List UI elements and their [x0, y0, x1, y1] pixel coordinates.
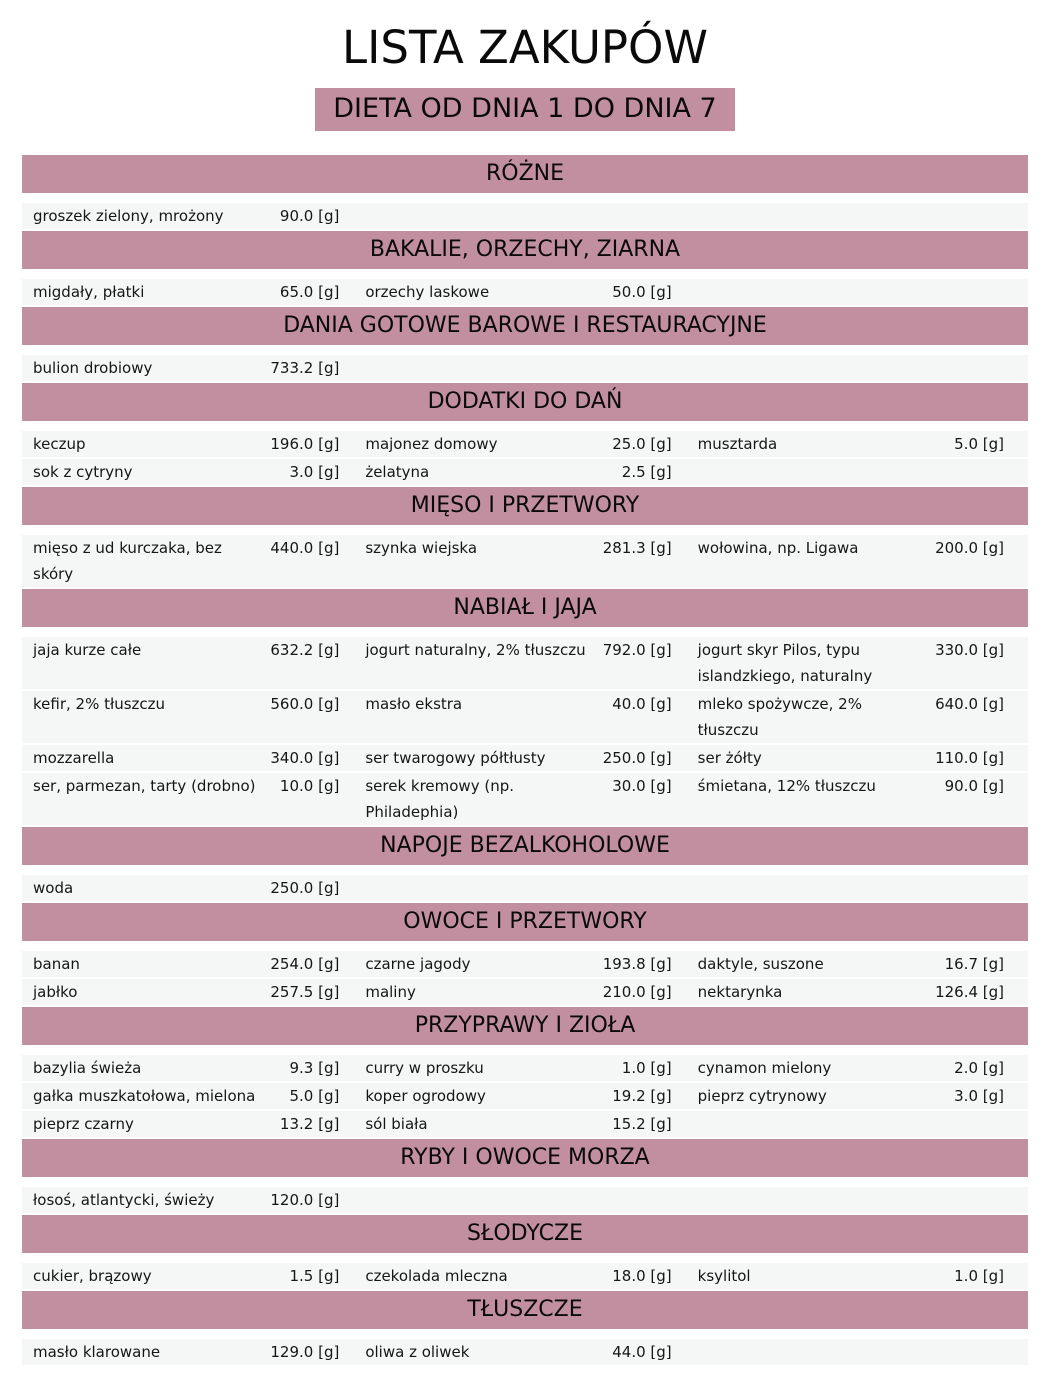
item-name: jaja kurze całe: [33, 641, 142, 660]
item-name: czekolada mleczna: [365, 1267, 508, 1286]
item-amount: 1.0 [g]: [621, 1059, 672, 1078]
item-amount: 2.0 [g]: [954, 1059, 1004, 1078]
category-header: DANIA GOTOWE BAROWE I RESTAURACYJNE: [22, 307, 1028, 345]
item-amount: 193.8 [g]: [602, 955, 672, 974]
category-section: [22, 1291, 1028, 1365]
item-cell: [698, 979, 1004, 1005]
item-cell: [698, 745, 1004, 771]
item-name: nektarynka: [697, 983, 783, 1002]
item-cell: [33, 1339, 339, 1365]
category-header: DODATKI DO DAŃ: [22, 383, 1028, 421]
item-cell: [698, 875, 1004, 901]
item-amount: 200.0 [g]: [935, 539, 1004, 558]
category-header: RYBY I OWOCE MORZA: [22, 1139, 1028, 1177]
items-row: [22, 1263, 1028, 1289]
item-name: ser, parmezan, tarty (drobno): [33, 777, 256, 796]
category-rows: [22, 1055, 1028, 1137]
item-cell: [365, 1187, 671, 1213]
item-name: banan: [33, 955, 80, 974]
item-name: keczup: [33, 435, 86, 454]
item-amount: 330.0 [g]: [935, 641, 1004, 660]
item-cell: [698, 1339, 1004, 1365]
items-row: [22, 355, 1028, 381]
item-name: maliny: [365, 983, 416, 1002]
category-section: [22, 1215, 1028, 1289]
items-row: [22, 979, 1028, 1005]
item-amount: 340.0 [g]: [270, 749, 340, 768]
item-cell: [698, 535, 1004, 587]
category-section: [22, 231, 1028, 305]
item-amount: 792.0 [g]: [602, 641, 672, 660]
category-rows: [22, 1187, 1028, 1213]
item-cell: [365, 355, 671, 381]
item-name: cynamon mielony: [697, 1059, 832, 1078]
item-amount: 1.0 [g]: [954, 1267, 1004, 1286]
item-cell: [365, 535, 671, 587]
item-cell: [365, 279, 671, 305]
item-name: pieprz cytrynowy: [697, 1087, 827, 1106]
items-row: [22, 431, 1028, 457]
item-amount: 3.0 [g]: [289, 463, 340, 482]
category-rows: [22, 535, 1028, 587]
item-name: wołowina, np. Ligawa: [697, 539, 859, 558]
item-name: oliwa z oliwek: [365, 1343, 470, 1362]
category-header: RÓŻNE: [22, 155, 1028, 193]
item-amount: 10.0 [g]: [279, 777, 340, 796]
category-rows: [22, 431, 1028, 485]
item-amount: 560.0 [g]: [270, 695, 340, 714]
item-name: serek kremowy (np. Philadephia): [365, 777, 514, 822]
item-amount: 30.0 [g]: [612, 777, 672, 796]
item-name: koper ogrodowy: [365, 1087, 486, 1106]
item-cell: [33, 1187, 339, 1213]
item-amount: 25.0 [g]: [612, 435, 672, 454]
item-name: ksylitol: [697, 1267, 751, 1286]
item-name: musztarda: [697, 435, 778, 454]
items-row: [22, 1339, 1028, 1365]
item-amount: 281.3 [g]: [602, 539, 672, 558]
item-amount: 254.0 [g]: [270, 955, 340, 974]
item-cell: [365, 431, 671, 457]
item-amount: 19.2 [g]: [612, 1087, 672, 1106]
item-amount: 9.3 [g]: [289, 1059, 340, 1078]
category-header: PRZYPRAWY I ZIOŁA: [22, 1007, 1028, 1045]
item-cell: [698, 1111, 1004, 1137]
item-name: ser żółty: [697, 749, 762, 768]
category-header: TŁUSZCZE: [22, 1291, 1028, 1329]
category-header: NABIAŁ I JAJA: [22, 589, 1028, 627]
category-rows: [22, 875, 1028, 901]
category-header: SŁODYCZE: [22, 1215, 1028, 1253]
diet-range-banner: DIETA OD DNIA 1 DO DNIA 7: [315, 88, 734, 131]
item-name: gałka muszkatołowa, mielona: [33, 1087, 256, 1106]
item-cell: [33, 979, 339, 1005]
item-amount: 2.5 [g]: [621, 463, 672, 482]
item-amount: 257.5 [g]: [270, 983, 340, 1002]
diet-range-banner-wrap: [22, 88, 1028, 131]
item-cell: [698, 773, 1004, 825]
item-amount: 50.0 [g]: [612, 283, 672, 302]
items-row: [22, 637, 1028, 689]
item-cell: [698, 951, 1004, 977]
item-amount: 640.0 [g]: [935, 695, 1004, 714]
item-name: cukier, brązowy: [33, 1267, 152, 1286]
item-cell: [365, 875, 671, 901]
item-cell: [33, 203, 339, 229]
item-name: mięso z ud kurczaka, bez skóry: [33, 539, 222, 584]
item-name: curry w proszku: [365, 1059, 484, 1078]
item-cell: [33, 773, 339, 825]
items-row: [22, 1187, 1028, 1213]
item-amount: 65.0 [g]: [279, 283, 340, 302]
items-row: [22, 535, 1028, 587]
category-section: [22, 903, 1028, 1005]
item-cell: [365, 745, 671, 771]
item-amount: 110.0 [g]: [935, 749, 1004, 768]
item-amount: 5.0 [g]: [289, 1087, 340, 1106]
items-row: [22, 279, 1028, 305]
category-rows: [22, 951, 1028, 1005]
item-amount: 18.0 [g]: [612, 1267, 672, 1286]
item-name: śmietana, 12% tłuszczu: [697, 777, 876, 796]
item-name: woda: [33, 879, 74, 898]
item-cell: [365, 203, 671, 229]
item-cell: [33, 1055, 339, 1081]
item-amount: 90.0 [g]: [944, 777, 1004, 796]
item-cell: [698, 459, 1004, 485]
item-cell: [33, 637, 339, 689]
item-amount: 250.0 [g]: [270, 879, 340, 898]
category-rows: [22, 279, 1028, 305]
item-cell: [33, 951, 339, 977]
item-cell: [698, 203, 1004, 229]
item-name: sok z cytryny: [33, 463, 133, 482]
item-amount: 733.2 [g]: [270, 359, 340, 378]
item-name: majonez domowy: [365, 435, 498, 454]
item-name: daktyle, suszone: [697, 955, 824, 974]
item-cell: [698, 1263, 1004, 1289]
item-cell: [33, 1083, 339, 1109]
item-amount: 210.0 [g]: [602, 983, 672, 1002]
item-cell: [33, 1263, 339, 1289]
category-rows: [22, 1263, 1028, 1289]
item-amount: 3.0 [g]: [954, 1087, 1004, 1106]
item-name: groszek zielony, mrożony: [33, 207, 224, 226]
item-cell: [698, 691, 1004, 743]
item-name: szynka wiejska: [365, 539, 478, 558]
item-cell: [698, 637, 1004, 689]
item-amount: 13.2 [g]: [279, 1115, 340, 1134]
item-cell: [33, 431, 339, 457]
item-amount: 1.5 [g]: [289, 1267, 340, 1286]
item-amount: 44.0 [g]: [612, 1343, 672, 1362]
item-cell: [33, 745, 339, 771]
item-amount: 129.0 [g]: [270, 1343, 340, 1362]
category-header: BAKALIE, ORZECHY, ZIARNA: [22, 231, 1028, 269]
item-cell: [365, 1339, 671, 1365]
item-name: czarne jagody: [365, 955, 471, 974]
item-name: sól biała: [365, 1115, 428, 1134]
item-name: mozzarella: [33, 749, 115, 768]
item-cell: [365, 459, 671, 485]
items-row: [22, 203, 1028, 229]
category-section: [22, 1139, 1028, 1213]
item-cell: [365, 1055, 671, 1081]
category-section: [22, 487, 1028, 587]
item-amount: 250.0 [g]: [602, 749, 672, 768]
item-name: jabłko: [33, 983, 78, 1002]
item-amount: 196.0 [g]: [270, 435, 340, 454]
item-cell: [698, 1055, 1004, 1081]
category-section: [22, 383, 1028, 485]
items-row: [22, 951, 1028, 977]
item-cell: [365, 979, 671, 1005]
item-cell: [698, 1187, 1004, 1213]
item-cell: [698, 279, 1004, 305]
item-cell: [365, 951, 671, 977]
item-name: jogurt skyr Pilos, typu islandzkiego, naturalny: [697, 641, 873, 686]
items-row: [22, 1055, 1028, 1081]
sections-container: [22, 155, 1028, 1365]
item-cell: [33, 1111, 339, 1137]
item-cell: [365, 773, 671, 825]
item-name: mleko spożywcze, 2% tłuszczu: [697, 695, 862, 740]
item-cell: [365, 1083, 671, 1109]
item-cell: [365, 691, 671, 743]
category-rows: [22, 203, 1028, 229]
category-header: MIĘSO I PRZETWORY: [22, 487, 1028, 525]
items-row: [22, 745, 1028, 771]
items-row: [22, 773, 1028, 825]
item-name: masło klarowane: [33, 1343, 161, 1362]
item-name: kefir, 2% tłuszczu: [33, 695, 166, 714]
item-cell: [33, 691, 339, 743]
category-rows: [22, 1339, 1028, 1365]
item-name: ser twarogowy półtłusty: [365, 749, 546, 768]
item-cell: [365, 1263, 671, 1289]
item-amount: 126.4 [g]: [935, 983, 1004, 1002]
item-cell: [33, 875, 339, 901]
item-cell: [698, 431, 1004, 457]
category-header: NAPOJE BEZALKOHOLOWE: [22, 827, 1028, 865]
page-title: LISTA ZAKUPÓW: [342, 21, 708, 74]
item-name: bulion drobiowy: [33, 359, 153, 378]
item-cell: [33, 279, 339, 305]
item-amount: 5.0 [g]: [954, 435, 1004, 454]
item-name: bazylia świeża: [33, 1059, 142, 1078]
category-section: [22, 307, 1028, 381]
item-cell: [698, 1083, 1004, 1109]
items-row: [22, 1083, 1028, 1109]
item-name: żelatyna: [365, 463, 430, 482]
item-cell: [365, 637, 671, 689]
category-section: [22, 827, 1028, 901]
category-rows: [22, 355, 1028, 381]
items-row: [22, 1111, 1028, 1137]
category-section: [22, 155, 1028, 229]
item-amount: 16.7 [g]: [944, 955, 1004, 974]
item-cell: [33, 535, 339, 587]
item-name: masło ekstra: [365, 695, 463, 714]
category-rows: [22, 637, 1028, 825]
items-row: [22, 459, 1028, 485]
category-section: [22, 589, 1028, 825]
items-row: [22, 691, 1028, 743]
item-amount: 440.0 [g]: [270, 539, 340, 558]
item-name: migdały, płatki: [33, 283, 145, 302]
item-name: łosoś, atlantycki, świeży: [33, 1191, 215, 1210]
item-amount: 632.2 [g]: [270, 641, 340, 660]
item-name: pieprz czarny: [33, 1115, 134, 1134]
item-amount: 90.0 [g]: [279, 207, 340, 226]
items-row: [22, 875, 1028, 901]
item-amount: 15.2 [g]: [612, 1115, 672, 1134]
item-amount: 120.0 [g]: [270, 1191, 340, 1210]
item-cell: [698, 355, 1004, 381]
category-section: [22, 1007, 1028, 1137]
item-cell: [365, 1111, 671, 1137]
item-amount: 40.0 [g]: [612, 695, 672, 714]
category-header: OWOCE I PRZETWORY: [22, 903, 1028, 941]
item-cell: [33, 355, 339, 381]
item-name: orzechy laskowe: [365, 283, 490, 302]
item-cell: [33, 459, 339, 485]
item-name: jogurt naturalny, 2% tłuszczu: [365, 641, 586, 660]
